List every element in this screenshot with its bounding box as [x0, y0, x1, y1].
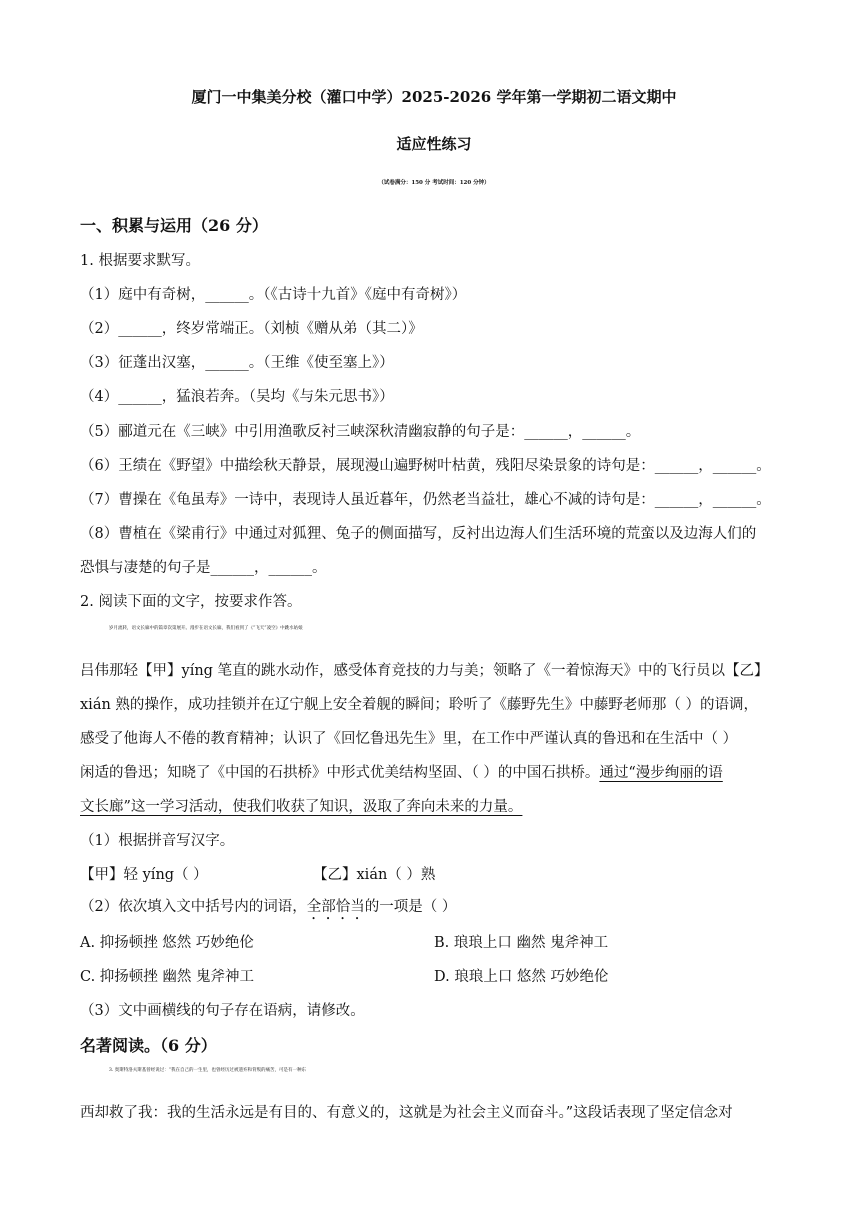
q2-sub3: （3）文中画横线的句子存在语病，请修改。 [80, 1003, 365, 1019]
exam-title-line2: 适应性练习 [396, 135, 472, 153]
q2-sub1-jia: 【甲】轻 yíng（ ） [80, 867, 208, 883]
q1-item-7: （7）曹操在《龟虽寿》一诗中，表现诗人虽近暮年，仍然老当益壮，雄心不减的诗句是：______，______。 [80, 492, 771, 508]
q2-sub2-post: 的一项是（ ） [364, 899, 457, 915]
q2-stem: 2. 阅读下面的文字，按要求作答。 [80, 594, 302, 610]
q1-item-8b: 恐惧与凄楚的句子是______，______。 [80, 560, 327, 576]
section1-heading: 一、积累与运用（26 分） [80, 216, 268, 235]
q2-sub2 [80, 895, 456, 923]
underlined-sentence-start: 通过“漫步绚丽的语 [599, 765, 723, 781]
q1-item-4: （4）______，猛浪若奔。（吴均《与朱元思书》） [80, 389, 394, 405]
exam-subtitle: （试卷满分：150 分 考试时间：120 分钟） [378, 180, 490, 186]
q2-sub1: （1）根据拼音写汉字。 [80, 833, 235, 849]
q1-item-2: （2）______，终岁常端正。（刘桢《赠从弟（其二）》 [80, 321, 423, 337]
exam-title-line1: 厦门一中集美分校（灌口中学）2025-2026 学年第一学期初二语文期中 [191, 88, 677, 106]
q1-item-8a: （8）曹植在《梁甫行》中通过对狐狸、兔子的侧面描写，反衬出边海人们生活环境的荒蛮以及边海人们的 [80, 526, 757, 542]
q3-line-2: 西却救了我：我的生活永远是有目的、有意义的，这就是为社会主义而奋斗。”这段话表现了坚定信念对 [80, 1105, 733, 1121]
q1-item-3: （3）征蓬出汉塞，______。（王维《使至塞上》） [80, 355, 394, 371]
option-c: C. 抑扬顿挫 幽然 鬼斧神工 [80, 969, 255, 985]
q3-line-1: 3. 奥斯特洛夫斯基曾经说过：“我在自己的一生里，也曾经历过被遗弃和背叛的痛苦，可是有一种东 [109, 1068, 307, 1073]
option-d: D. 琅琅上口 悠然 巧妙绝伦 [434, 969, 609, 985]
q1-stem: 1. 根据要求默写。 [80, 253, 200, 269]
passage-line-1: 岁月流转，语文长廊中的篇章次第展开。漫步在语文长廊，我们看到了《“飞天”凌空》中跳水姑娘 [109, 626, 303, 631]
q1-item-6: （6）王绩在《野望》中描绘秋天静景，展现漫山遍野树叶枯黄，残阳尽染景象的诗句是：______，______。 [80, 458, 771, 474]
q2-sub2-pre: （2）依次填入文中括号内的词语， [80, 899, 307, 915]
passage-line-3: xián 熟的操作，成功挂锁并在辽宁舰上安全着舰的瞬间；聆听了《藤野先生》中藤野老师那（ ）的语调， [80, 697, 759, 713]
passage-line-2: 吕伟那轻【甲】yíng 笔直的跳水动作，感受体育竞技的力与美；领略了《一着惊海天》中的飞行员以【乙】 [80, 663, 769, 679]
passage-line-4: 感受了他诲人不倦的教育精神；认识了《回忆鲁迅先生》里，在工作中严谨认真的鲁迅和在生活中（ ） [80, 731, 738, 747]
passage-line-5-text: 闲适的鲁迅；知晓了《中国的石拱桥》中形式优美结构坚固、（ ）的中国石拱桥。 [80, 765, 600, 781]
section2-heading: 名著阅读。（6 分） [80, 1036, 217, 1055]
option-b: B. 琅琅上口 幽然 鬼斧神工 [434, 935, 609, 951]
underlined-sentence-end: 文长廊”这一学习活动，使我们收获了知识，汲取了奔向未来的力量。 [80, 799, 523, 815]
q1-item-5: （5）郦道元在《三峡》中引用渔歌反衬三峡深秋清幽寂静的句子是：______，______。 [80, 424, 641, 440]
q2-sub2-emphasis: 全部恰当 [306, 899, 365, 915]
q2-sub1-yi: 【乙】xián（ ）熟 [313, 867, 436, 883]
passage-line-6 [80, 795, 788, 816]
passage-line-5 [80, 761, 788, 782]
option-a: A. 抑扬顿挫 悠然 巧妙绝伦 [80, 935, 254, 951]
q1-item-1: （1）庭中有奇树，______。（《古诗十九首》《庭中有奇树》） [80, 287, 467, 303]
